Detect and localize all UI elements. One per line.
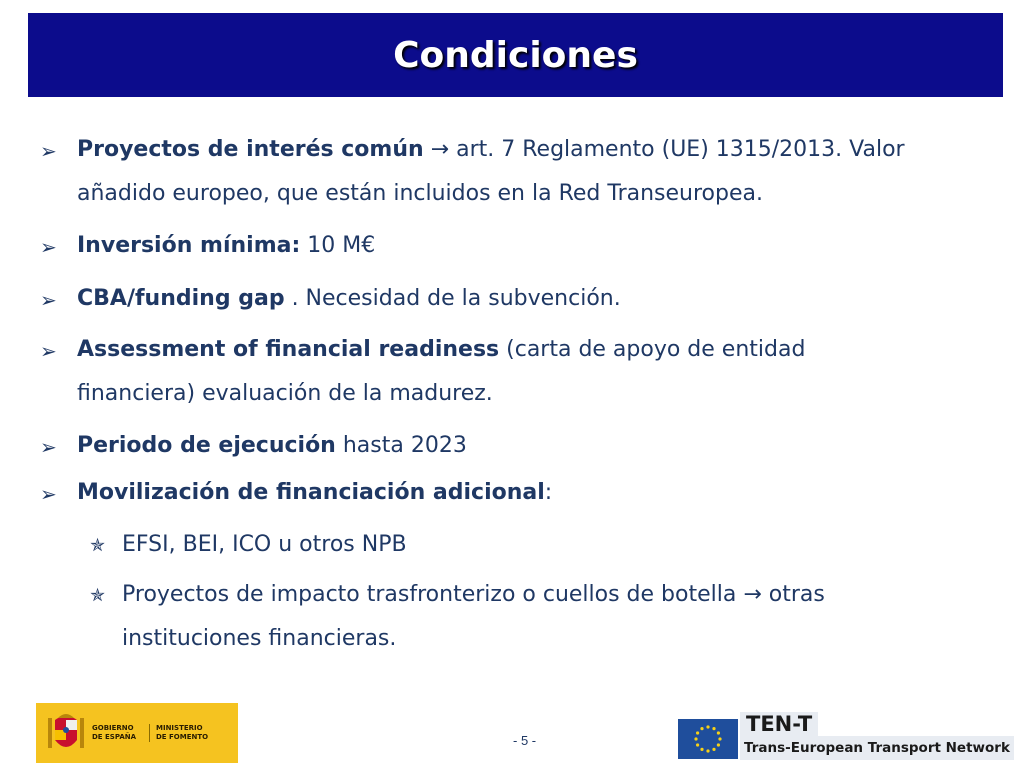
bullet-1-text: art. 7 Reglamento (UE) 1315/2013. Valor añadido europeo, que están incluidos en la Red Transeuropea. bbox=[77, 137, 905, 206]
bullet-6-bold: Movilización de financiación adicional bbox=[77, 480, 545, 505]
min-line2: DE FOMENTO bbox=[156, 733, 209, 741]
arrowhead-bullet-icon: ➢ bbox=[40, 435, 57, 459]
bullet-4-bold: Assessment of financial readiness bbox=[77, 337, 500, 362]
min-line1: MINISTERIO bbox=[156, 724, 203, 732]
bullet-3 bbox=[40, 277, 927, 322]
bullet-4 bbox=[40, 328, 927, 416]
bullet-5 bbox=[40, 424, 927, 469]
bullet-6 bbox=[40, 471, 927, 516]
star-bullet-icon: ✯ bbox=[90, 535, 106, 556]
right-arrow-icon: → bbox=[743, 582, 762, 607]
ten-t-title: TEN-T bbox=[740, 712, 818, 736]
bullet-6-text: : bbox=[544, 480, 553, 505]
bullet-3-text: . Necesidad de la subvención. bbox=[284, 286, 621, 311]
right-arrow-icon: → bbox=[430, 137, 450, 162]
sub-bullet-2 bbox=[90, 573, 932, 661]
gobierno-espana-logo bbox=[36, 703, 238, 763]
sub-bullet-1 bbox=[90, 523, 932, 568]
gov-line1: GOBIERNO bbox=[92, 724, 134, 732]
sub-bullet-2-text-b: otras instituciones financieras. bbox=[122, 582, 825, 651]
bullet-5-text: hasta 2023 bbox=[335, 433, 467, 458]
coat-of-arms-icon bbox=[46, 710, 86, 756]
eu-flag-icon bbox=[678, 719, 738, 759]
arrowhead-bullet-icon: ➢ bbox=[40, 339, 57, 363]
bullet-1-bold: Proyectos de interés común bbox=[77, 137, 424, 162]
page-number: - 5 - bbox=[513, 733, 537, 748]
sub-bullet-1-text: EFSI, BEI, ICO u otros NPB bbox=[122, 532, 407, 557]
bullet-3-bold: CBA/funding gap bbox=[77, 286, 285, 311]
arrowhead-bullet-icon: ➢ bbox=[40, 288, 57, 312]
star-bullet-icon: ✯ bbox=[90, 585, 106, 606]
arrowhead-bullet-icon: ➢ bbox=[40, 482, 57, 506]
bullet-2-bold: Inversión mínima: bbox=[77, 233, 301, 258]
bullet-5-bold: Periodo de ejecución bbox=[77, 433, 336, 458]
bullet-1 bbox=[40, 128, 927, 216]
gov-line2: DE ESPAÑA bbox=[92, 733, 137, 741]
title-bar bbox=[28, 13, 1003, 97]
sub-bullet-2-text-a: Proyectos de impacto trasfronterizo o cuellos de botella bbox=[122, 582, 737, 607]
slide-title: Condiciones bbox=[393, 34, 638, 76]
ten-t-logo bbox=[678, 712, 1018, 764]
arrowhead-bullet-icon: ➢ bbox=[40, 139, 57, 163]
bullet-2-text: 10 M€ bbox=[300, 233, 376, 258]
arrowhead-bullet-icon: ➢ bbox=[40, 235, 57, 259]
ten-t-subtitle: Trans-European Transport Network bbox=[740, 736, 1014, 760]
bullet-2 bbox=[40, 224, 927, 269]
bullet-4-text: (carta de apoyo de entidad financiera) evaluación de la madurez. bbox=[77, 337, 806, 406]
